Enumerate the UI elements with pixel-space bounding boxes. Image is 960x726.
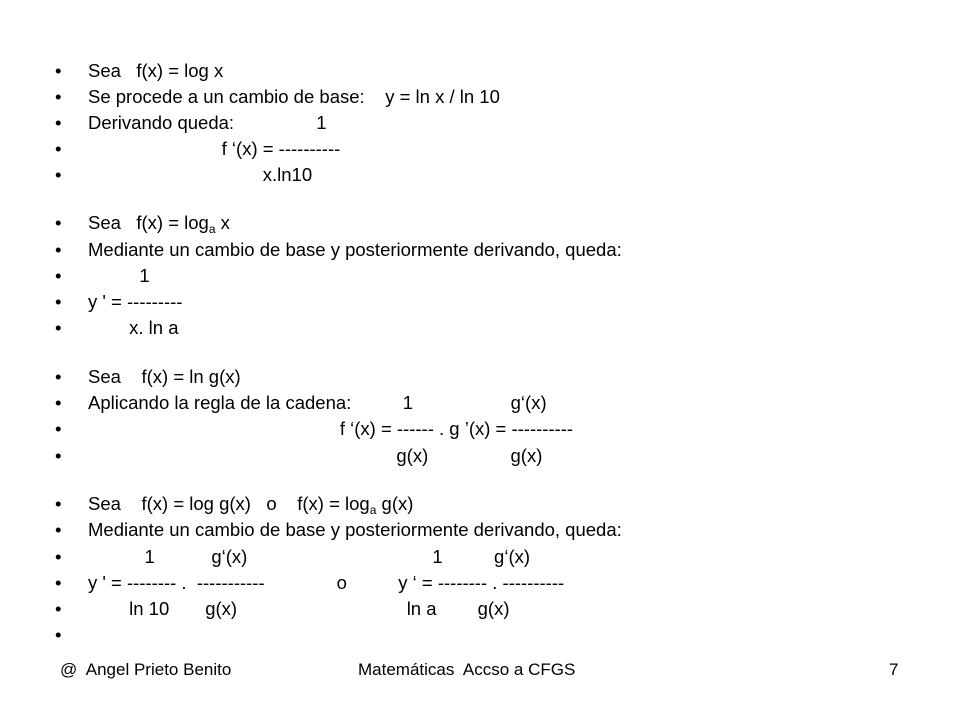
- bullet-mark: •: [55, 239, 62, 260]
- line-text: Sea f(x) = log x: [88, 60, 224, 81]
- bullet-mark: •: [55, 546, 62, 567]
- bullet-line-12: [55, 390, 547, 416]
- line-text: y ' = -------- . ----------- o y ‘ = -------- . ----------: [88, 572, 565, 593]
- bullet-mark: •: [55, 392, 62, 413]
- bullet-line-17: [55, 544, 531, 570]
- line-text-before: Sea f(x) = log g(x) o f(x) = log: [88, 493, 370, 514]
- bullet-mark: •: [55, 418, 62, 439]
- bullet-line-4: [55, 136, 341, 162]
- bullet-line-20: [55, 622, 76, 648]
- bullet-line-8: [55, 263, 150, 289]
- log-base-subscript: a: [208, 222, 216, 236]
- line-text-before: Sea f(x) = log: [88, 212, 209, 233]
- line-text: 1 g‘(x) 1 g‘(x): [88, 546, 531, 567]
- line-text: Se procede a un cambio de base: y = ln x / ln 10: [88, 86, 500, 107]
- bullet-mark: •: [55, 212, 62, 233]
- line-text: Mediante un cambio de base y posteriormente derivando, queda:: [88, 519, 622, 540]
- bullet-line-19: [55, 596, 510, 622]
- bullet-line-10: [55, 315, 179, 341]
- footer-author: @ Angel Prieto Benito: [60, 660, 232, 679]
- bullet-mark: •: [55, 60, 62, 81]
- bullet-mark: •: [55, 164, 62, 185]
- bullet-mark: •: [55, 265, 62, 286]
- bullet-line-9: [55, 289, 183, 315]
- bullet-line-7: [55, 237, 622, 263]
- bullet-line-1: [55, 58, 224, 84]
- line-text: Sea f(x) = ln g(x): [88, 366, 241, 387]
- bullet-line-5: [55, 162, 313, 188]
- bullet-mark: •: [55, 112, 62, 133]
- line-text-after: g(x): [376, 493, 414, 514]
- bullet-line-3: [55, 110, 327, 136]
- line-text: Aplicando la regla de la cadena: 1 g‘(x): [88, 392, 547, 413]
- bullet-line-13: [55, 416, 574, 442]
- bullet-mark: •: [55, 445, 62, 466]
- bullet-mark: •: [55, 572, 62, 593]
- line-text: [88, 210, 230, 236]
- line-text: 1: [88, 265, 150, 286]
- bullet-mark: •: [55, 366, 62, 387]
- bullet-mark: •: [55, 138, 62, 159]
- line-text-after: x: [215, 212, 230, 233]
- bullet-line-6: [55, 210, 230, 236]
- bullet-mark: •: [55, 519, 62, 540]
- footer-course: Matemáticas Accso a CFGS: [358, 660, 576, 679]
- line-text: f ‘(x) = ----------: [88, 138, 341, 159]
- line-text: x. ln a: [88, 317, 179, 338]
- bullet-mark: •: [55, 493, 62, 514]
- bullet-line-14: [55, 443, 543, 469]
- line-text: g(x) g(x): [88, 445, 543, 466]
- bullet-line-11: [55, 364, 241, 390]
- line-text: f ‘(x) = ------ . g ’(x) = ----------: [88, 418, 574, 439]
- bullet-mark: •: [55, 291, 62, 312]
- bullet-line-16: [55, 517, 622, 543]
- bullet-mark: •: [55, 598, 62, 619]
- log-base-subscript: a: [369, 503, 377, 517]
- bullet-line-2: [55, 84, 500, 110]
- bullet-mark: •: [55, 624, 62, 645]
- bullet-line-15: [55, 491, 414, 517]
- line-text: y ' = ---------: [88, 291, 183, 312]
- footer-page-number: 7: [889, 660, 899, 679]
- bullet-mark: •: [55, 317, 62, 338]
- line-text: [88, 491, 413, 517]
- line-text: ln 10 g(x) ln a g(x): [88, 598, 510, 619]
- bullet-mark: •: [55, 86, 62, 107]
- line-text: x.ln10: [88, 164, 313, 185]
- bullet-line-18: [55, 570, 565, 596]
- line-text: Mediante un cambio de base y posteriormente derivando, queda:: [88, 239, 622, 260]
- line-text: Derivando queda: 1: [88, 112, 327, 133]
